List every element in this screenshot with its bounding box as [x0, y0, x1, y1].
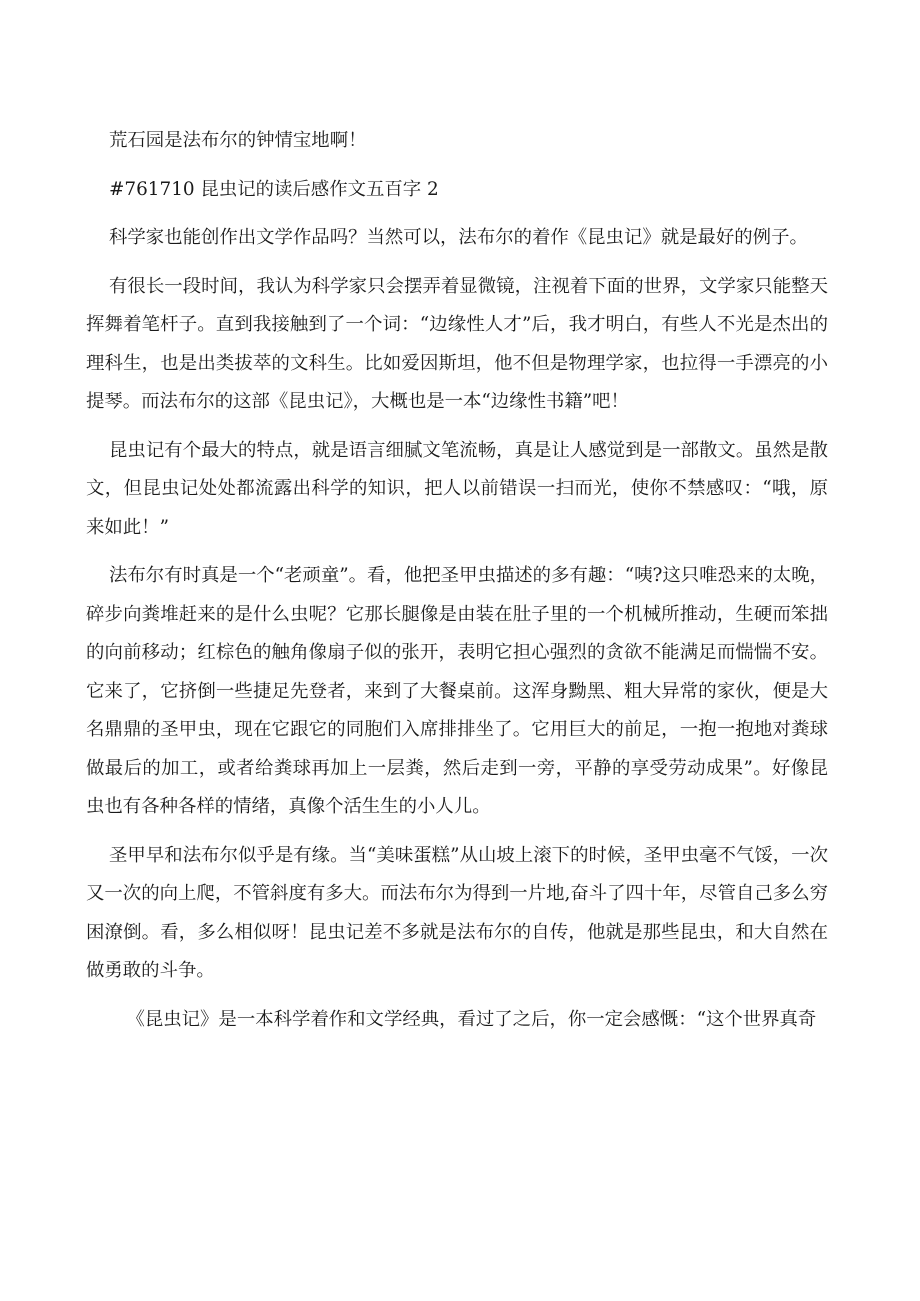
paragraph-intro-closing: 荒石园是法布尔的钟情宝地啊！	[109, 130, 367, 151]
paragraph: 科学家也能创作出文学作品吗？当然可以，法布尔的着作《昆虫记》就是最好的例子。	[109, 227, 808, 248]
paragraph: 《昆虫记》是一本科学着作和文学经典，看过了之后，你一定会感慨：“这个世界真奇	[126, 1008, 817, 1030]
paragraph: 有很长一段时间，我认为科学家只会摆弄着显微镜，注视着下面的世界，文学家只能整天挥舞着笔杆子。直到我接触到了一个词：“边缘性人才”后，我才明白，有些人不光是杰出的理科生，也是出类拔萃的文科生。比如爱因斯坦，他不但是物理学家，也拉得一手漂亮的小提琴。而法布尔的这部《昆虫记》，大概也是一本“边缘性书籍”吧！	[86, 275, 828, 412]
paragraph: 圣甲早和法布尔似乎是有缘。当“美味蛋糕”从山坡上滚下的时候，圣甲虫毫不气馁，一次又一次的向上爬，不管斜度有多大。而法布尔为得到一片地,奋斗了四十年，尽管自己多么穷困潦倒。看，多么相似呀！昆虫记差不多就是法布尔的自传，他就是那些昆虫，和大自然在做勇敢的斗争。	[86, 844, 828, 981]
paragraph: 昆虫记有个最大的特点，就是语言细腻文笔流畅，真是让人感觉到是一部散文。虽然是散文，但昆虫记处处都流露出科学的知识，把人以前错误一扫而光，使你不禁感叹：“哦，原来如此！”	[86, 439, 828, 538]
document-body	[86, 122, 828, 1049]
essay-heading: #761710 昆虫记的读后感作文五百字 2	[109, 178, 439, 200]
paragraph: 法布尔有时真是一个“老顽童”。看，他把圣甲虫描述的多有趣：“咦?这只唯恐来的太晚，碎步向粪堆赶来的是什么虫呢？它那长腿像是由装在肚子里的一个机械所推动，生硬而笨拙的向前移动；红棕色的触角像扇子似的张开，表明它担心强烈的贪欲不能满足而惴惴不安。它来了，它挤倒一些捷足先登者，来到了大餐桌前。这浑身黝黑、粗大异常的家伙，便是大名鼎鼎的圣甲虫，现在它跟它的同胞们入席排排坐了。它用巨大的前足，一抱一抱地对粪球做最后的加工，或者给粪球再加上一层粪，然后走到一旁，平静的享受劳动成果”。好像昆虫也有各种各样的情绪，真像个活生生的小人儿。	[86, 565, 828, 817]
